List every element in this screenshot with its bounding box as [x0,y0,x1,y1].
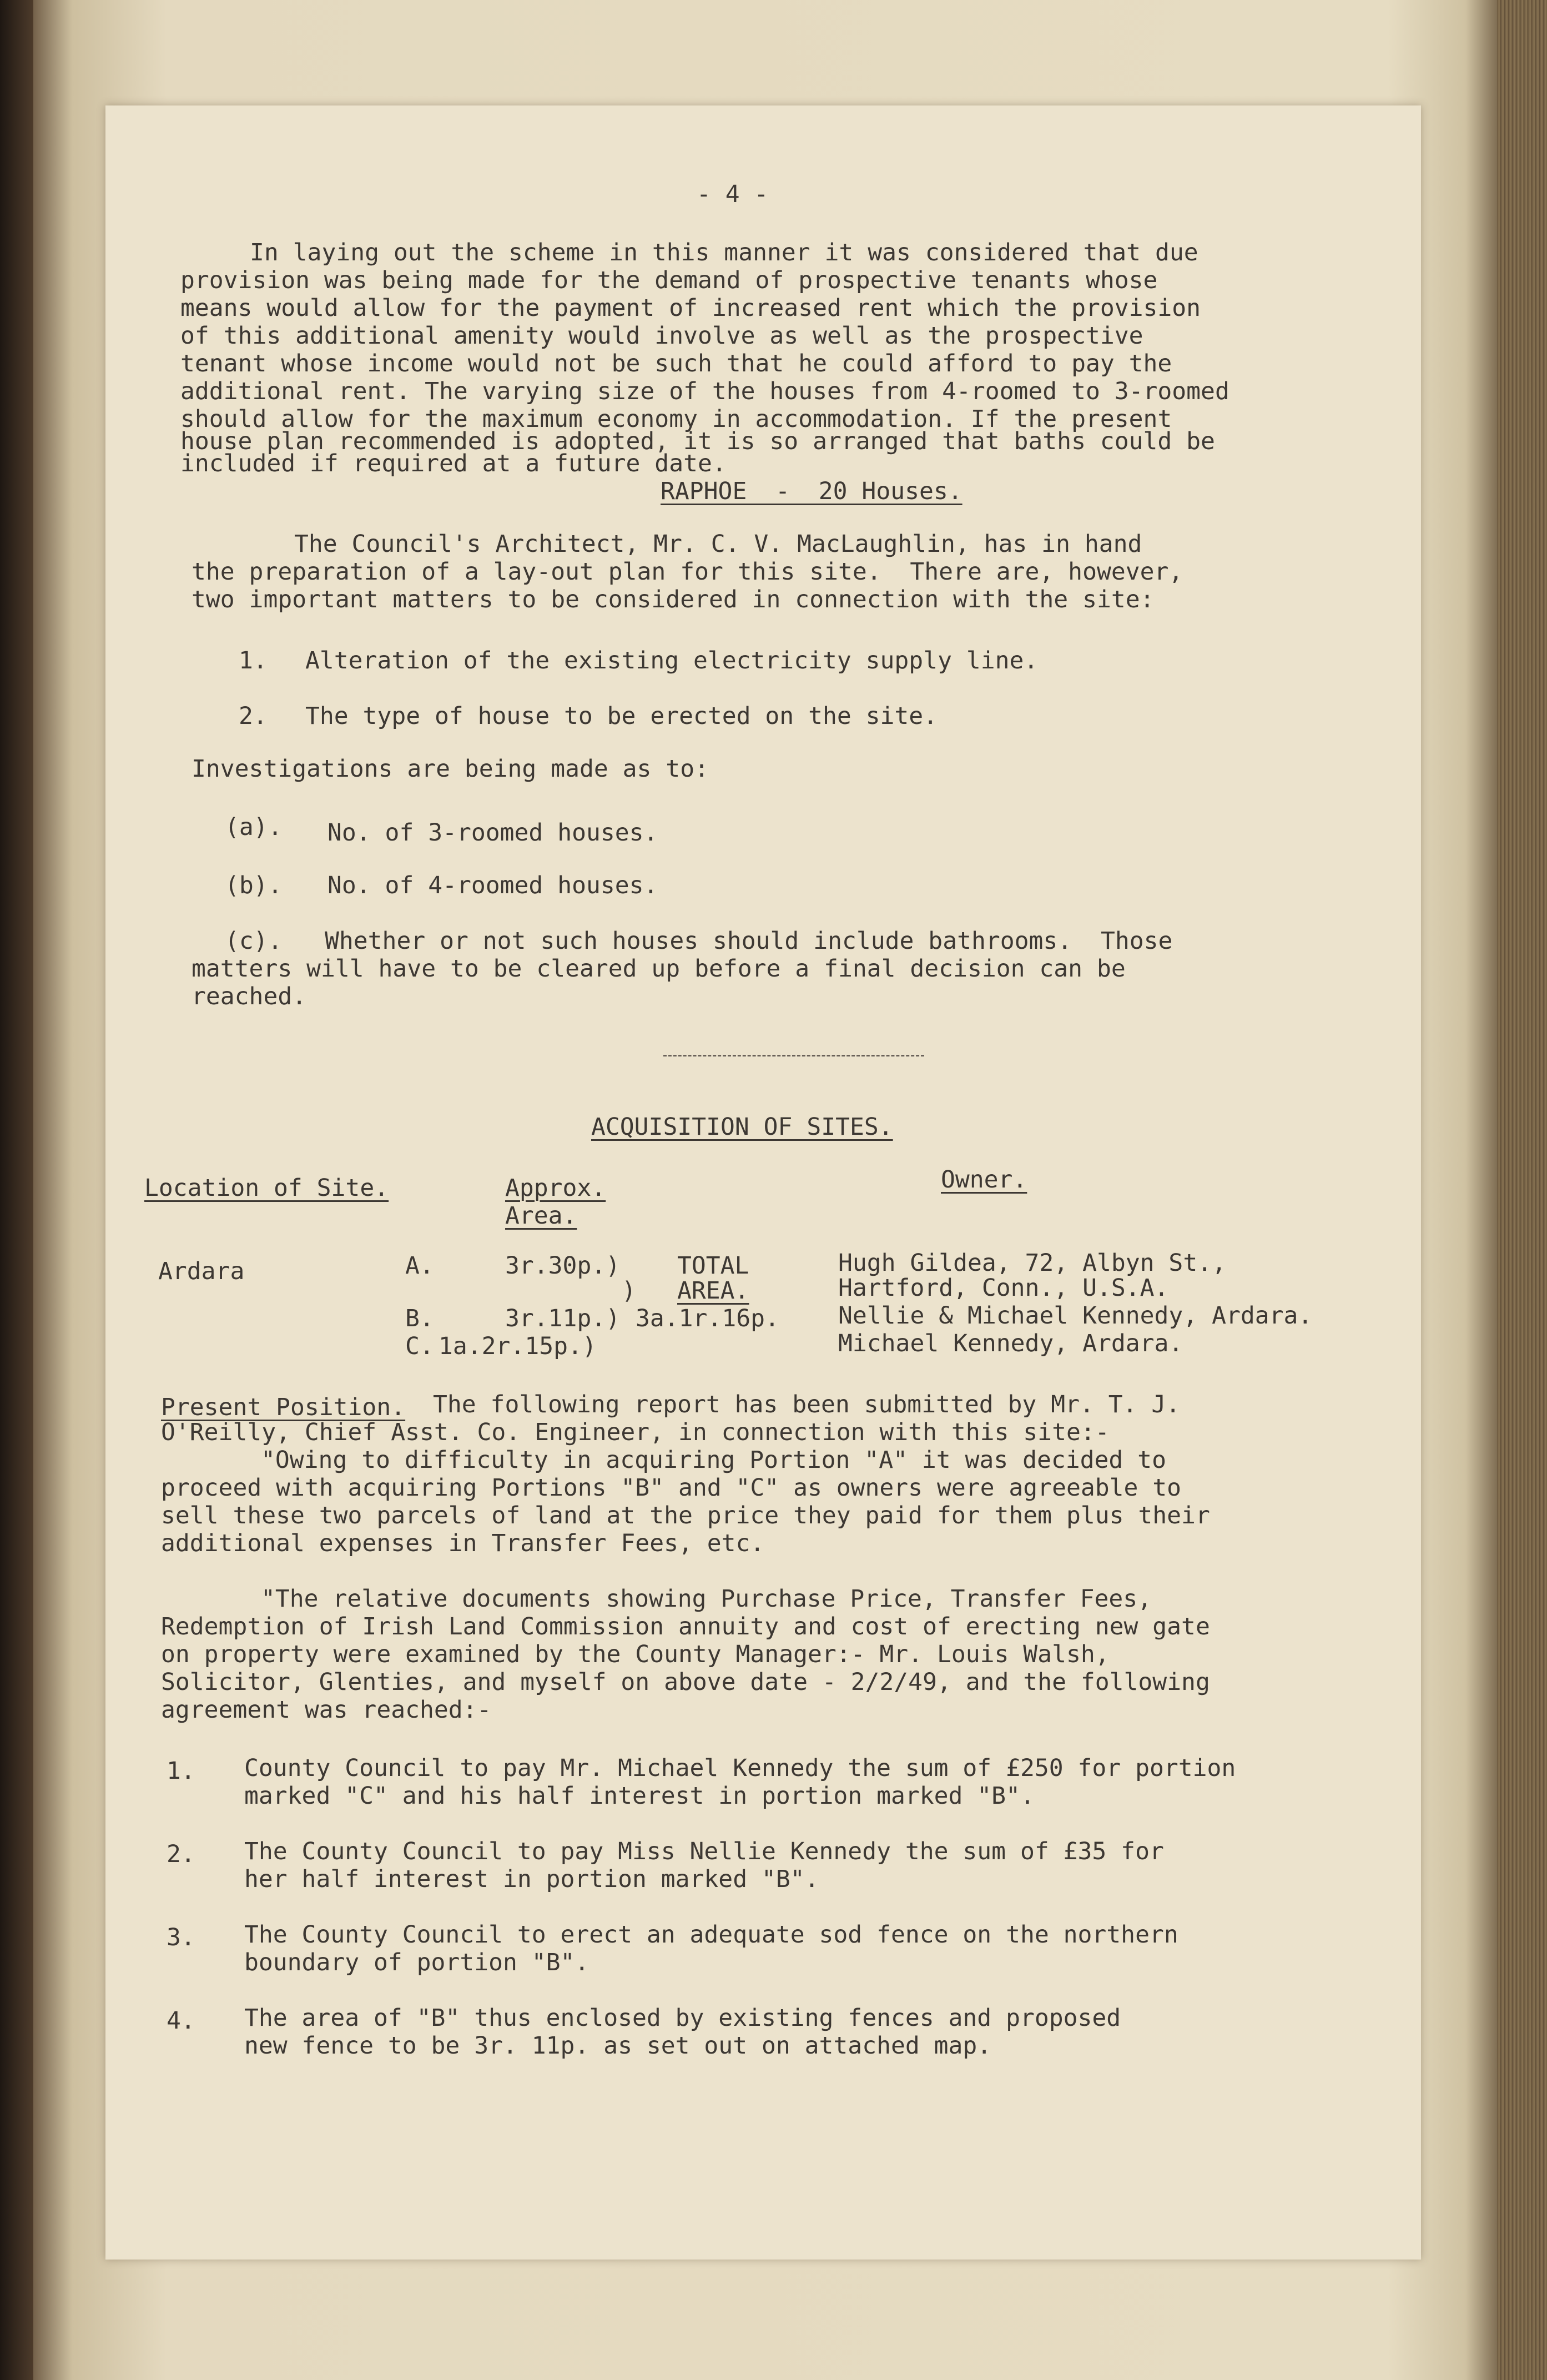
report-line: proceed with acquiring Portions "B" and "C" as owners were agreeable to [161,1474,1182,1502]
matter-text: The type of house to be erected on the site. [305,702,938,730]
agreement-number: 4. [167,2007,195,2035]
agreement-line: her half interest in portion marked "B". [244,1865,819,1893]
book-spine [0,0,33,2380]
intro-line: tenant whose income would not be such that he could afford to pay the [180,350,1172,378]
investigation-number: (b). [225,872,283,899]
owner-name: Hartford, Conn., U.S.A. [838,1274,1169,1302]
column-header-owner: Owner. [941,1166,1027,1194]
report-line: O'Reilly, Chief Asst. Co. Engineer, in connection with this site:- [161,1418,1110,1446]
report-line: The following report has been submitted by Mr. T. J. [433,1391,1181,1418]
agreement-line: County Council to pay Mr. Michael Kennedy the sum of £250 for portion [244,1754,1236,1782]
investigation-tail: matters will have to be cleared up before a final decision can be [192,955,1126,983]
agreement-line: new fence to be 3r. 11p. as set out on attached map. [244,2032,992,2060]
raphoe-line: two important matters to be considered in connection with the site: [192,586,1155,613]
documents-line: Solicitor, Glenties, and myself on above date - 2/2/49, and the following [161,1668,1210,1696]
portion-area: 3r.11p.) [505,1305,621,1332]
intro-line: included if required at a future date. [180,450,727,477]
investigation-number: (c). [225,927,283,955]
total-note: 3a.1r.16p. [636,1305,779,1332]
site-location: Ardara [158,1257,245,1285]
present-position-label: Present Position. [161,1393,406,1421]
agreement-line: The County Council to erect an adequate sod fence on the northern [244,1921,1178,1949]
intro-line: of this additional amenity would involve as well as the prospective [180,322,1143,350]
investigation-text: No. of 3-roomed houses. [327,819,658,847]
report-line: sell these two parcels of land at the price they paid for them plus their [161,1502,1210,1529]
intro-line: should allow for the maximum economy in accommodation. If the present [180,405,1172,433]
agreement-number: 3. [167,1924,195,1951]
intro-line: In laying out the scheme in this manner it was considered that due [250,239,1198,266]
page-number: - 4 - [697,180,769,208]
documents-line: on property were examined by the County Manager:- Mr. Louis Walsh, [161,1641,1110,1668]
agreement-line: marked "C" and his half interest in portion marked "B". [244,1782,1035,1810]
intro-line: means would allow for the payment of increased rent which the provision [180,294,1201,322]
raphoe-heading: RAPHOE - 20 Houses. [661,477,963,505]
agreement-line: boundary of portion "B". [244,1949,589,1976]
raphoe-line: The Council's Architect, Mr. C. V. MacLaughlin, has in hand [294,530,1142,558]
matter-number: 2. [239,702,268,730]
agreement-line: The County Council to pay Miss Nellie Kennedy the sum of £35 for [244,1838,1164,1865]
page-edges [1497,0,1547,2380]
section-divider [663,1055,924,1056]
column-header-area: Approx. [505,1174,606,1202]
investigation-number: (a). [225,813,283,841]
intro-line: additional rent. The varying size of the houses from 4-roomed to 3-roomed [180,378,1229,405]
portion-area: 1a.2r.15p.) [439,1332,597,1360]
column-header-location: Location of Site. [144,1174,389,1202]
portion-label: C. [405,1332,434,1360]
investigation-text: Whether or not such houses should include bathrooms. Those [325,927,1173,955]
documents-line: agreement was reached:- [161,1696,492,1724]
portion-label: A. [405,1252,434,1280]
portion-label: B. [405,1305,434,1332]
investigation-tail: reached. [192,983,307,1010]
documents-line: "The relative documents showing Purchase Price, Transfer Fees, [261,1585,1152,1613]
owner-name: Michael Kennedy, Ardara. [838,1330,1183,1357]
owner-name: Hugh Gildea, 72, Albyn St., [838,1249,1226,1277]
documents-line: Redemption of Irish Land Commission annuity and cost of erecting new gate [161,1613,1210,1641]
raphoe-line: the preparation of a lay-out plan for this site. There are, however, [192,558,1183,586]
total-note: TOTAL [677,1252,749,1280]
intro-line: provision was being made for the demand of prospective tenants whose [180,266,1158,294]
total-note: AREA. [677,1277,749,1305]
agreement-number: 2. [167,1840,195,1868]
portion-area: 3r.30p.) [505,1252,621,1280]
intro-line: house plan recommended is adopted, it is so arranged that baths could be [180,427,1215,455]
document-page [105,105,1421,2260]
investigation-text: No. of 4-roomed houses. [327,872,658,899]
matter-number: 1. [239,647,268,675]
agreement-line: The area of "B" thus enclosed by existing fences and proposed [244,2004,1121,2032]
column-header-area: Area. [505,1202,577,1230]
report-line: additional expenses in Transfer Fees, etc. [161,1529,765,1557]
investigations-intro: Investigations are being made as to: [192,755,709,783]
owner-name: Nellie & Michael Kennedy, Ardara. [838,1302,1313,1330]
agreement-number: 1. [167,1757,195,1785]
acquisition-heading: ACQUISITION OF SITES. [591,1113,893,1141]
report-line: "Owing to difficulty in acquiring Portion "A" it was decided to [261,1446,1166,1474]
portion-area: ) [622,1277,636,1305]
matter-text: Alteration of the existing electricity supply line. [305,647,1039,675]
